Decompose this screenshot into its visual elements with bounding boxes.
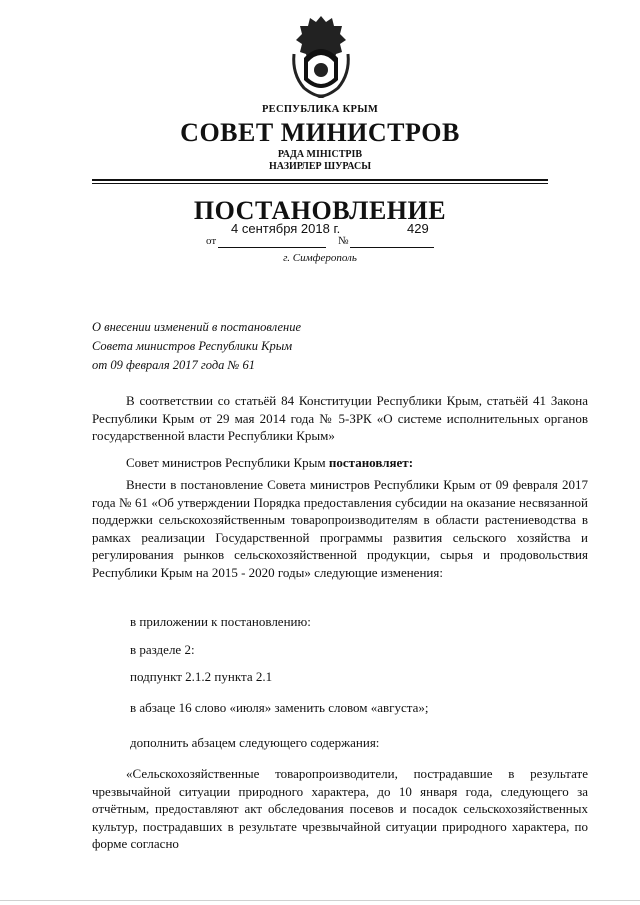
quoted-paragraph: [92, 765, 588, 853]
republic-name: РЕСПУБЛИКА КРЫМ: [261, 104, 379, 115]
list-item: в приложении к постановлению:: [130, 614, 311, 629]
subject-line: О внесении изменений в постановление: [92, 320, 302, 334]
council-name-crimean-tatar: НАЗИРЛЕР ШУРАСЫ: [268, 161, 372, 172]
quoted-text: «Сельскохозяйственные товаропроизводители, пострадавшие в результате чрезвычайной ситуации природного характера, до 10 января года, следующего за отчётным, предоставляют акт обследования посевов и посадок сельскохозяйственных культур, пострадавших в результате чрезвычайной ситуации природного характера, по форме согласно: [92, 766, 588, 851]
list-item: дополнить абзацем следующего содержания:: [130, 735, 380, 750]
header-divider-thin: [92, 183, 548, 184]
preamble-paragraph: [92, 392, 588, 445]
date-underline: [218, 247, 326, 248]
subject-line: от 09 февраля 2017 года № 61: [92, 358, 255, 372]
subject-line: Совета министров Республики Крым: [92, 339, 293, 353]
city: г. Симферополь: [283, 252, 357, 264]
resolution-verb: постановляет:: [328, 455, 414, 470]
amendment-text: Внести в постановление Совета министров Республики Крым от 09 февраля 2017 года № 61 «Об утверждении Порядка предоставления субсидии на оказание несвязанной поддержки сельскохозяйственным товаропроизводителям в области растениеводства в рамках реализации Государственной программы развития сельского хозяйства и регулирования рынков сельскохозяйственной продукции, сырья и продовольствия Республики Крым на 2015 - 2020 годы» следующие изменения:: [92, 477, 588, 580]
preamble-text: В соответствии со статьёй 84 Конституции Республики Крым, статьёй 41 Закона Республики Крым от 29 мая 2014 года № 5-ЗРК «О системе исполнительных органов государственной власти Республики Крым»: [92, 393, 588, 443]
list-item: в абзаце 16 слово «июля» заменить словом «августа»;: [130, 700, 429, 715]
number-label: №: [338, 235, 349, 247]
resolution-text: Совет министров Республики Крым: [126, 455, 329, 470]
list-item: подпункт 2.1.2 пункта 2.1: [130, 669, 273, 684]
page-edge: [0, 900, 640, 901]
resolution-paragraph: [92, 454, 588, 472]
council-name: СОВЕТ МИНИСТРОВ: [180, 118, 460, 147]
number-underline: [350, 247, 434, 248]
decree-number: 429: [407, 221, 429, 236]
decree-date: 4 сентября 2018 г.: [231, 221, 341, 236]
decree-subject: [92, 318, 392, 375]
header-divider-thick: [92, 179, 548, 181]
date-label: от: [206, 235, 217, 247]
list-item: в разделе 2:: [130, 642, 195, 657]
decree-title: ПОСТАНОВЛЕНИЕ: [193, 196, 447, 225]
crimea-emblem-icon: [290, 14, 352, 98]
amendment-paragraph: [92, 476, 588, 581]
council-name-ukrainian: РАДА МІНІСТРІВ: [277, 149, 363, 160]
